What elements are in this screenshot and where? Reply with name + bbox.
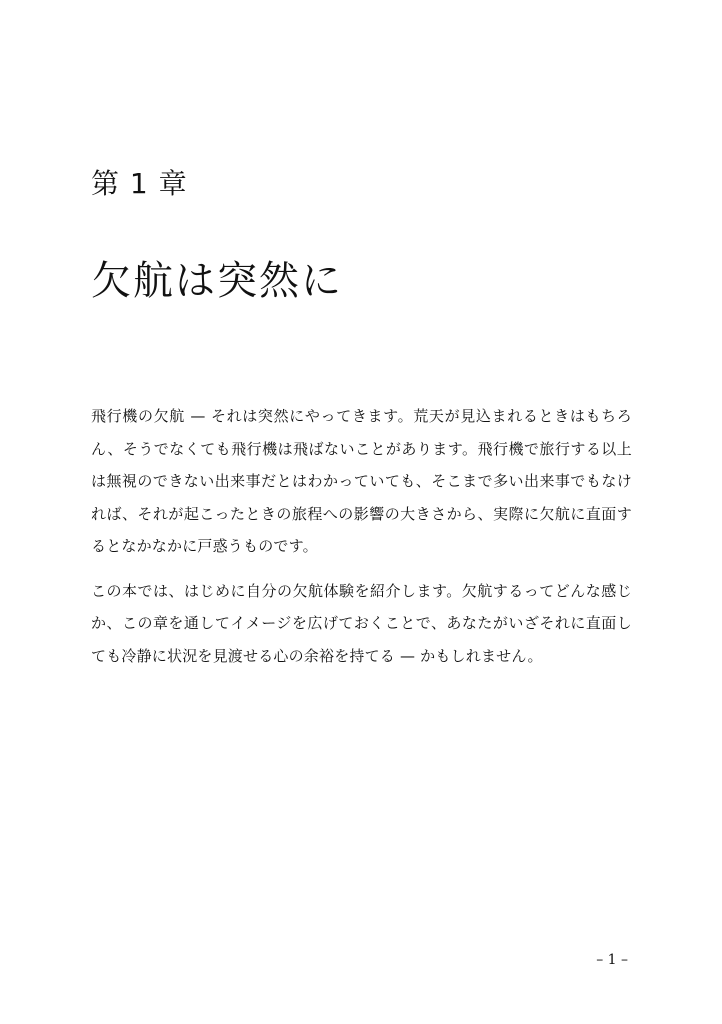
chapter-title: 欠航は突然に xyxy=(91,258,343,304)
body-text xyxy=(91,400,632,672)
chapter-label: 第 1 章 xyxy=(91,167,188,200)
page-number: – 1 – xyxy=(596,952,628,968)
paragraph-book-overview: この本では、はじめに自分の欠航体験を紹介します。欠航するってどんな感じか、この章を通してイメージを広げておくことで、あなたがいざそれに直面しても冷静に状況を見渡せる心の余裕を持てる — かもしれません。 xyxy=(91,581,632,665)
paragraph-intro: 飛行機の欠航 — それは突然にやってきます。荒天が見込まれるときはもちろん、そうでなくても飛行機は飛ばないことがあります。飛行機で旅行する以上は無視のできない出来事だとはわかっていても、そこまで多い出来事でもなければ、それが起こったときの旅程への影響の大きさから、実際に欠航に直面するとなかなかに戸惑うものです。 xyxy=(91,407,632,555)
